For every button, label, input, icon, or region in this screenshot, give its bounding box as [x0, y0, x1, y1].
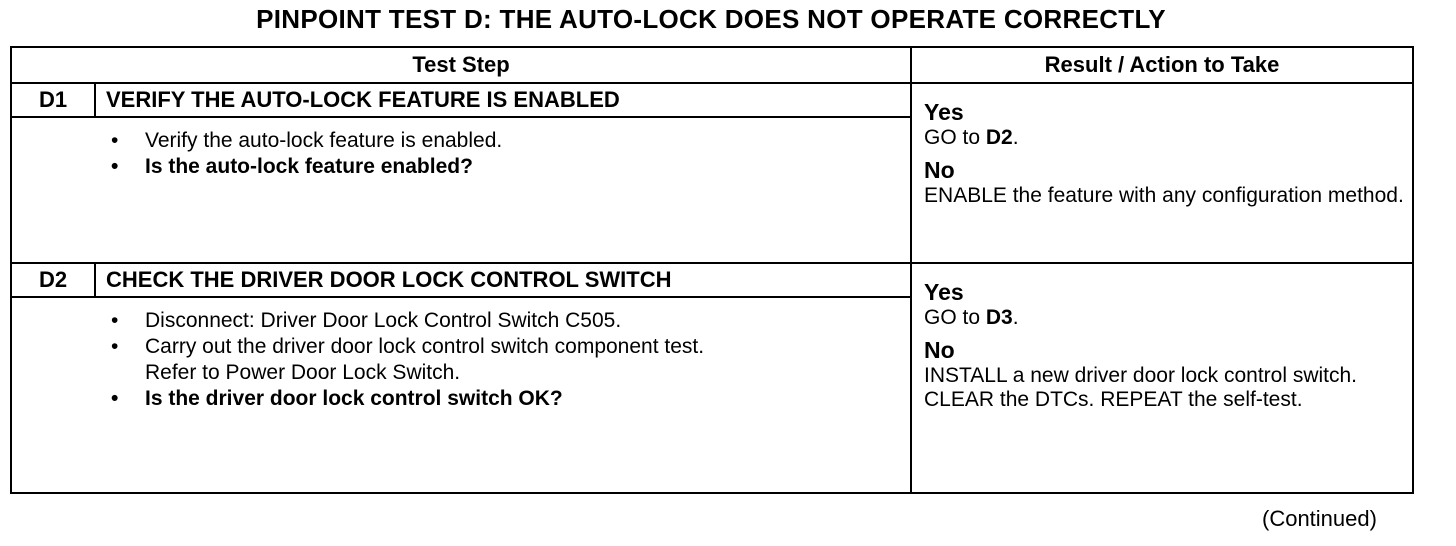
list-item	[109, 128, 910, 154]
step-title-row	[11, 263, 1413, 297]
list-item	[109, 308, 910, 334]
step-body	[11, 117, 911, 263]
yes-action: GO to D2.	[924, 126, 1019, 149]
no-label: No	[924, 337, 955, 363]
bullet-icon: •	[111, 309, 119, 332]
list-item	[109, 334, 910, 386]
bullet-text: Verify the auto-lock feature is enabled.	[145, 129, 503, 152]
header-result: Result / Action to Take	[911, 47, 1413, 83]
bullet-icon: •	[111, 155, 119, 178]
yes-action-target: D3	[985, 306, 1013, 329]
no-label: No	[924, 157, 955, 183]
table-header-row	[11, 47, 1413, 83]
step-question: Is the driver door lock control switch OK?	[145, 387, 563, 410]
yes-action-text: GO to	[924, 306, 986, 329]
step-title: VERIFY THE AUTO-LOCK FEATURE IS ENABLED	[95, 83, 911, 117]
list-item	[109, 386, 910, 412]
bullet-text: Carry out the driver door lock control switch component test.	[145, 335, 705, 358]
header-test-step: Test Step	[11, 47, 911, 83]
step-id: D2	[11, 263, 95, 297]
step-question: Is the auto-lock feature enabled?	[145, 155, 473, 178]
yes-action: GO to D3.	[924, 306, 1019, 329]
step-title-row	[11, 83, 1413, 117]
step-title: CHECK THE DRIVER DOOR LOCK CONTROL SWITCH	[95, 263, 911, 297]
list-item	[109, 154, 910, 180]
pinpoint-table	[10, 46, 1414, 494]
result-cell	[911, 83, 1413, 263]
no-action: INSTALL a new driver door lock control switch. CLEAR the DTCs. REPEAT the self-test.	[924, 364, 1358, 411]
bullet-icon: •	[111, 335, 119, 358]
bullet-text: Disconnect: Driver Door Lock Control Switch C505.	[145, 309, 622, 332]
continued-label: (Continued)	[1262, 506, 1377, 531]
bullet-icon: •	[111, 129, 119, 152]
bullet-text-continued: Refer to Power Door Lock Switch.	[145, 361, 461, 384]
yes-label: Yes	[924, 99, 964, 125]
result-cell	[911, 263, 1413, 493]
yes-action-target: D2	[985, 126, 1013, 149]
step-body	[11, 297, 911, 493]
bullet-icon: •	[111, 387, 119, 410]
no-action: ENABLE the feature with any configuration method.	[924, 184, 1404, 207]
yes-action-text: GO to	[924, 126, 986, 149]
yes-label: Yes	[924, 279, 964, 305]
step-id: D1	[11, 83, 95, 117]
page-title: PINPOINT TEST D: THE AUTO-LOCK DOES NOT OPERATE CORRECTLY	[256, 4, 1166, 34]
